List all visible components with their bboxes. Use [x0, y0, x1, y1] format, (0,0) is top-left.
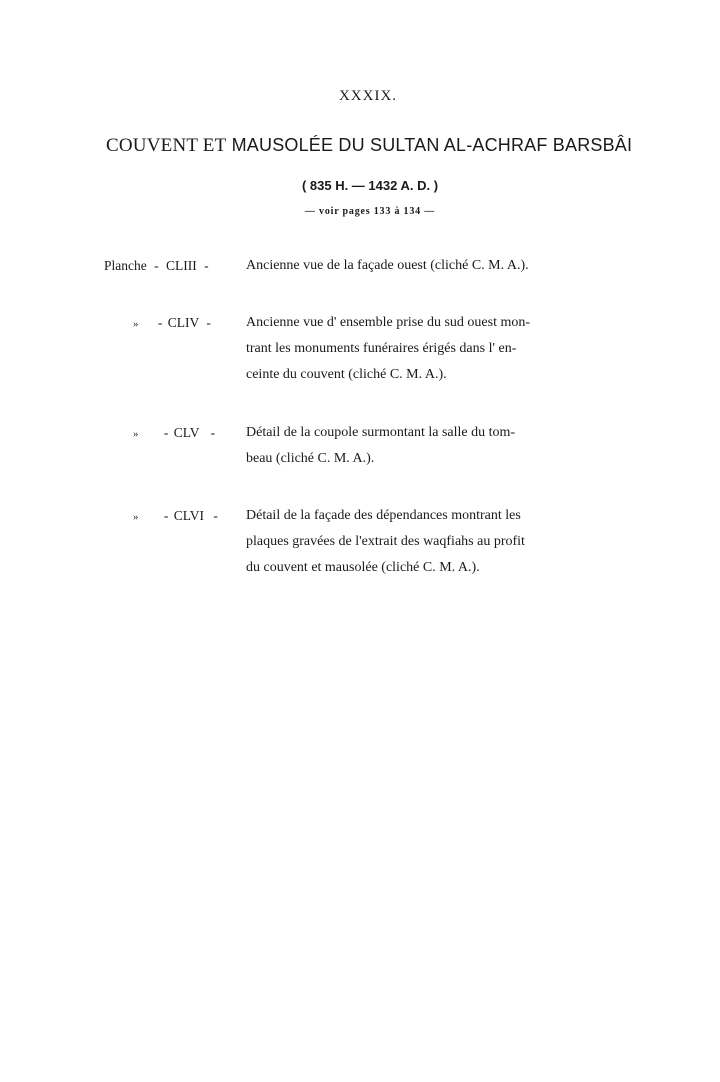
description-line: Ancienne vue d' ensemble prise du sud ouest mon- — [246, 315, 531, 330]
plate-prefix: » — [133, 318, 139, 330]
description-line: Détail de la coupole surmontant la salle du tom- — [246, 425, 516, 440]
description-line: trant les monuments funéraires érigés dans l' en- — [246, 341, 517, 356]
plate-entry — [104, 253, 644, 283]
description-line: Ancienne vue de la façade ouest (cliché C. M. A.). — [246, 258, 529, 273]
description-line: du couvent et mausolée (cliché C. M. A.). — [246, 560, 480, 575]
description-line: Détail de la façade des dépendances montrant les — [246, 508, 521, 523]
plate-number: CLIII — [166, 258, 197, 273]
plate-prefix: » — [133, 428, 139, 440]
plate-dash: - — [157, 315, 163, 330]
plate-dash: - — [210, 425, 216, 440]
plate-label — [104, 253, 209, 279]
plate-label — [133, 310, 211, 337]
plate-entry — [133, 310, 643, 400]
description-line: plaques gravées de l'extrait des waqfiahs au profit — [246, 534, 525, 549]
plate-prefix: » — [133, 511, 139, 523]
plate-entry — [133, 503, 643, 593]
section-title — [106, 135, 646, 157]
page-reference: — voir pages 133 à 134 — — [304, 206, 436, 217]
plate-number: CLV — [173, 425, 200, 440]
plate-dash: - — [154, 258, 159, 273]
description-line: beau (cliché C. M. A.). — [246, 451, 375, 466]
section-title-main: MAUSOLÉE DU SULTAN AL-ACHRAF BARSBÂI — [226, 135, 633, 155]
section-number: XXXIX. — [338, 88, 398, 104]
dates-line: ( 835 H. — 1432 A. D. ) — [301, 178, 439, 193]
plate-dash: - — [163, 508, 169, 523]
plate-entry — [133, 420, 643, 480]
plate-description — [246, 310, 638, 388]
plate-description — [246, 420, 638, 472]
plate-label — [133, 420, 215, 447]
plate-prefix: Planche — [104, 258, 147, 273]
plate-dash: - — [163, 425, 169, 440]
plate-description — [246, 503, 638, 581]
plate-description — [246, 253, 646, 279]
description-line: ceinte du couvent (cliché C. M. A.). — [246, 367, 447, 382]
plate-dash: - — [204, 258, 209, 273]
plate-number: CLVI — [173, 508, 205, 523]
plate-number: CLIV — [167, 315, 200, 330]
plate-dash: - — [206, 315, 211, 330]
plate-dash: - — [213, 508, 218, 523]
section-title-prefix: COUVENT ET — [106, 135, 227, 156]
plate-label — [133, 503, 218, 530]
